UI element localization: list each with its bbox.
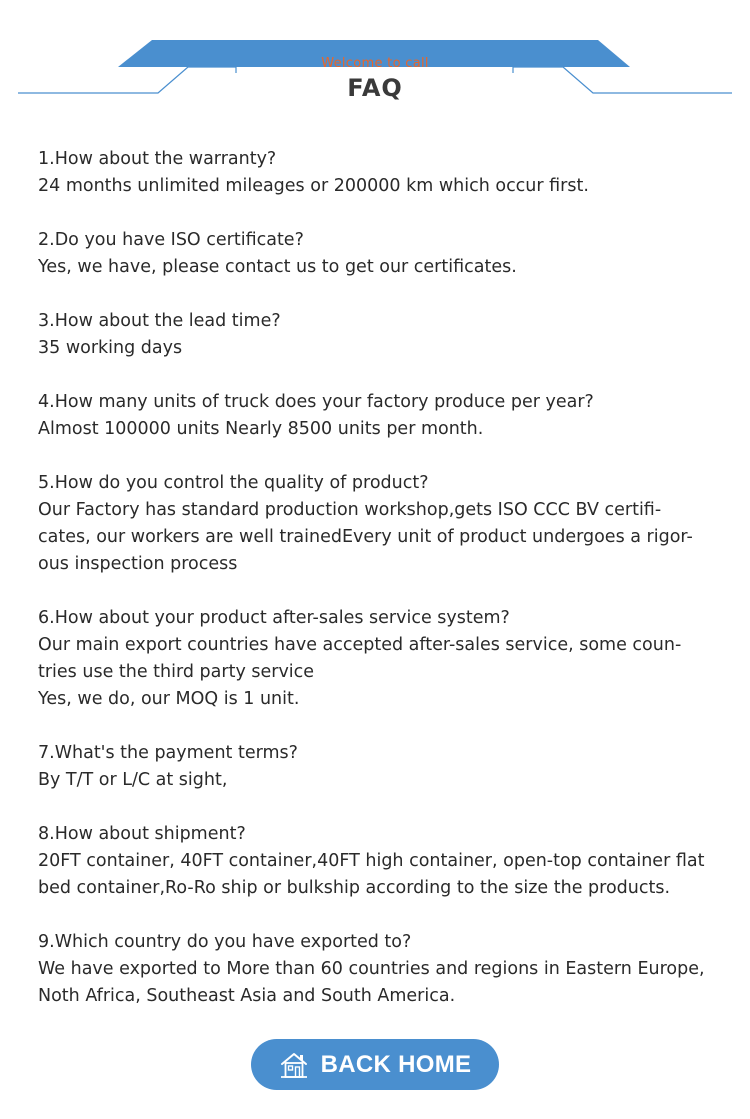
faq-answer-line: Yes, we do, our MOQ is 1 unit. bbox=[38, 689, 300, 709]
back-home-button[interactable] bbox=[251, 1039, 499, 1090]
faq-list bbox=[38, 146, 722, 1037]
faq-answer-line: By T/T or L/C at sight, bbox=[38, 770, 228, 790]
faq-item bbox=[38, 605, 722, 713]
faq-answer-line: 20FT container, 40FT container,40FT high container, open-top container flat bbox=[38, 851, 705, 871]
faq-answer-line: Almost 100000 units Nearly 8500 units per month. bbox=[38, 419, 484, 439]
faq-item bbox=[38, 227, 722, 281]
faq-question: 6.How about your product after-sales service system? bbox=[38, 608, 510, 628]
faq-header bbox=[0, 0, 750, 120]
faq-item bbox=[38, 821, 722, 902]
faq-answer-line: tries use the third party service bbox=[38, 662, 315, 682]
faq-question: 4.How many units of truck does your factory produce per year? bbox=[38, 392, 594, 412]
faq-answer-line: bed container,Ro-Ro ship or bulkship according to the size the products. bbox=[38, 878, 671, 898]
faq-item bbox=[38, 308, 722, 362]
faq-item bbox=[38, 929, 722, 1010]
home-icon bbox=[279, 1050, 309, 1080]
faq-answer-line: ous inspection process bbox=[38, 554, 238, 574]
faq-question: 8.How about shipment? bbox=[38, 824, 246, 844]
faq-item bbox=[38, 740, 722, 794]
back-home-label: BACK HOME bbox=[320, 1050, 472, 1078]
header-subtitle: Welcome to call bbox=[321, 56, 429, 71]
faq-question: 3.How about the lead time? bbox=[38, 311, 281, 331]
faq-question: 9.Which country do you have exported to? bbox=[38, 932, 412, 952]
faq-question: 1.How about the warranty? bbox=[38, 149, 277, 169]
faq-item bbox=[38, 389, 722, 443]
faq-answer-line: We have exported to More than 60 countries and regions in Eastern Europe, bbox=[38, 959, 705, 979]
faq-item bbox=[38, 470, 722, 578]
faq-answer-line: Our Factory has standard production workshop,gets ISO CCC BV certifi- bbox=[38, 500, 662, 520]
faq-question: 2.Do you have ISO certificate? bbox=[38, 230, 304, 250]
faq-answer-line: Noth Africa, Southeast Asia and South America. bbox=[38, 986, 456, 1006]
faq-item bbox=[38, 146, 722, 200]
faq-answer-line: 35 working days bbox=[38, 338, 183, 358]
faq-answer-line: Our main export countries have accepted after-sales service, some coun- bbox=[38, 635, 682, 655]
faq-question: 7.What's the payment terms? bbox=[38, 743, 298, 763]
page-title: FAQ bbox=[347, 74, 403, 102]
faq-answer-line: cates, our workers are well trainedEvery unit of product undergoes a rigor- bbox=[38, 527, 693, 547]
faq-answer-line: Yes, we have, please contact us to get our certificates. bbox=[38, 257, 517, 277]
faq-question: 5.How do you control the quality of product? bbox=[38, 473, 429, 493]
faq-answer-line: 24 months unlimited mileages or 200000 km which occur first. bbox=[38, 176, 589, 196]
